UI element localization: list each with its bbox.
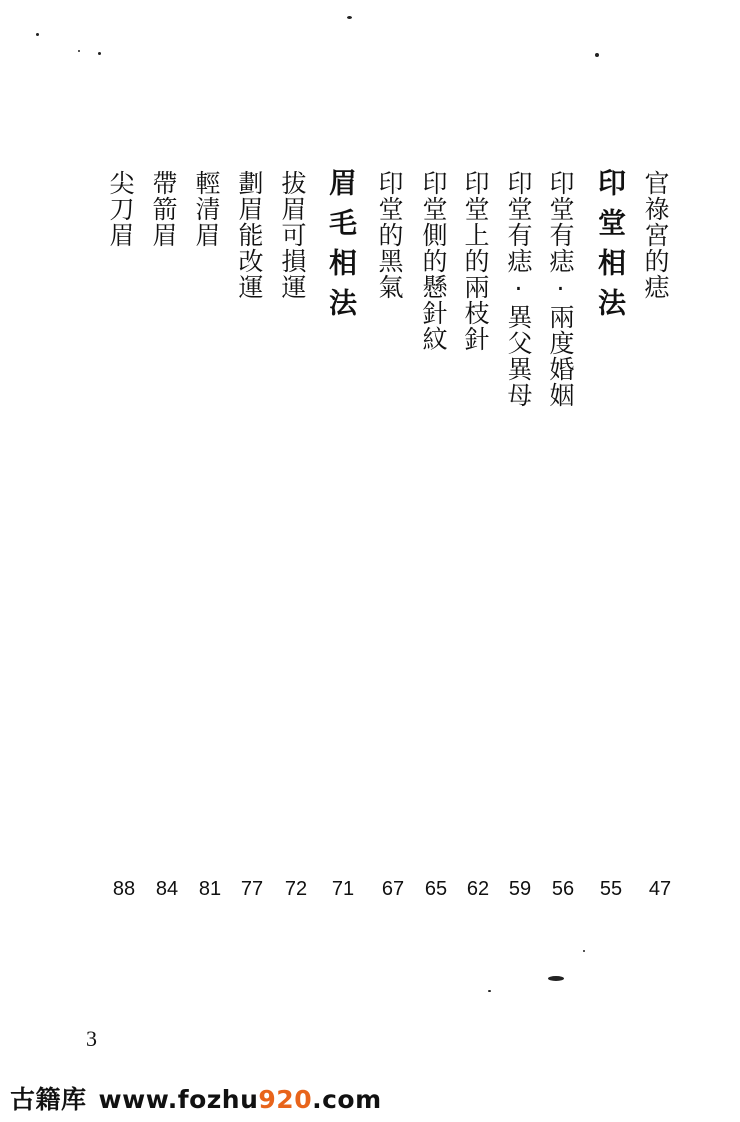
scan-speck	[488, 990, 491, 992]
toc-page-number-3: 56	[551, 878, 575, 900]
scan-speck	[347, 16, 352, 19]
toc-entry-12: 帶箭眉	[149, 170, 178, 248]
footer-url-suffix: .com	[312, 1085, 382, 1114]
toc-page-number-8: 71	[331, 878, 355, 900]
page-folio: 3	[86, 1026, 97, 1051]
toc-page-number-13: 88	[112, 878, 136, 900]
toc-page-number-4: 59	[508, 878, 532, 900]
toc-page-number-7: 67	[381, 878, 405, 900]
toc-heading-2: 眉毛相法	[325, 168, 358, 328]
toc-entry-1: 官祿宮的痣	[641, 170, 670, 300]
toc-entry-9: 拔眉可損運	[278, 170, 307, 300]
toc-entry-3: 印堂有痣·兩度婚姻	[546, 170, 575, 408]
scan-speck	[78, 50, 80, 52]
scan-speck	[548, 976, 564, 981]
toc-page-number-10: 77	[240, 878, 264, 900]
footer-url-prefix: www.fozhu	[98, 1085, 259, 1114]
toc-entry-11: 輕清眉	[192, 170, 221, 248]
toc-page-number-2: 55	[599, 878, 623, 900]
toc-entry-6: 印堂側的懸針紋	[419, 170, 448, 352]
toc-page-number-11: 81	[198, 878, 222, 900]
scan-speck	[36, 33, 39, 36]
toc-page-number-9: 72	[284, 878, 308, 900]
toc-entry-7: 印堂的黑氣	[375, 170, 404, 300]
scan-speck	[583, 950, 585, 952]
toc-entry-4: 印堂有痣·異父異母	[504, 170, 533, 408]
toc-entry-10: 劃眉能改運	[235, 170, 264, 300]
footer-brand: 古籍库	[10, 1085, 87, 1114]
scan-speck	[595, 53, 599, 57]
toc-page-number-6: 65	[424, 878, 448, 900]
toc-heading-1: 印堂相法	[594, 168, 627, 328]
footer-url-number: 920	[258, 1085, 313, 1114]
toc-page-number-5: 62	[466, 878, 490, 900]
toc-entry-13: 尖刀眉	[106, 170, 135, 248]
scan-speck	[98, 52, 101, 55]
footer-watermark	[10, 1080, 382, 1116]
toc-page-number-1: 47	[648, 878, 672, 900]
toc-page-number-12: 84	[155, 878, 179, 900]
toc-entry-5: 印堂上的兩枝針	[461, 170, 490, 352]
